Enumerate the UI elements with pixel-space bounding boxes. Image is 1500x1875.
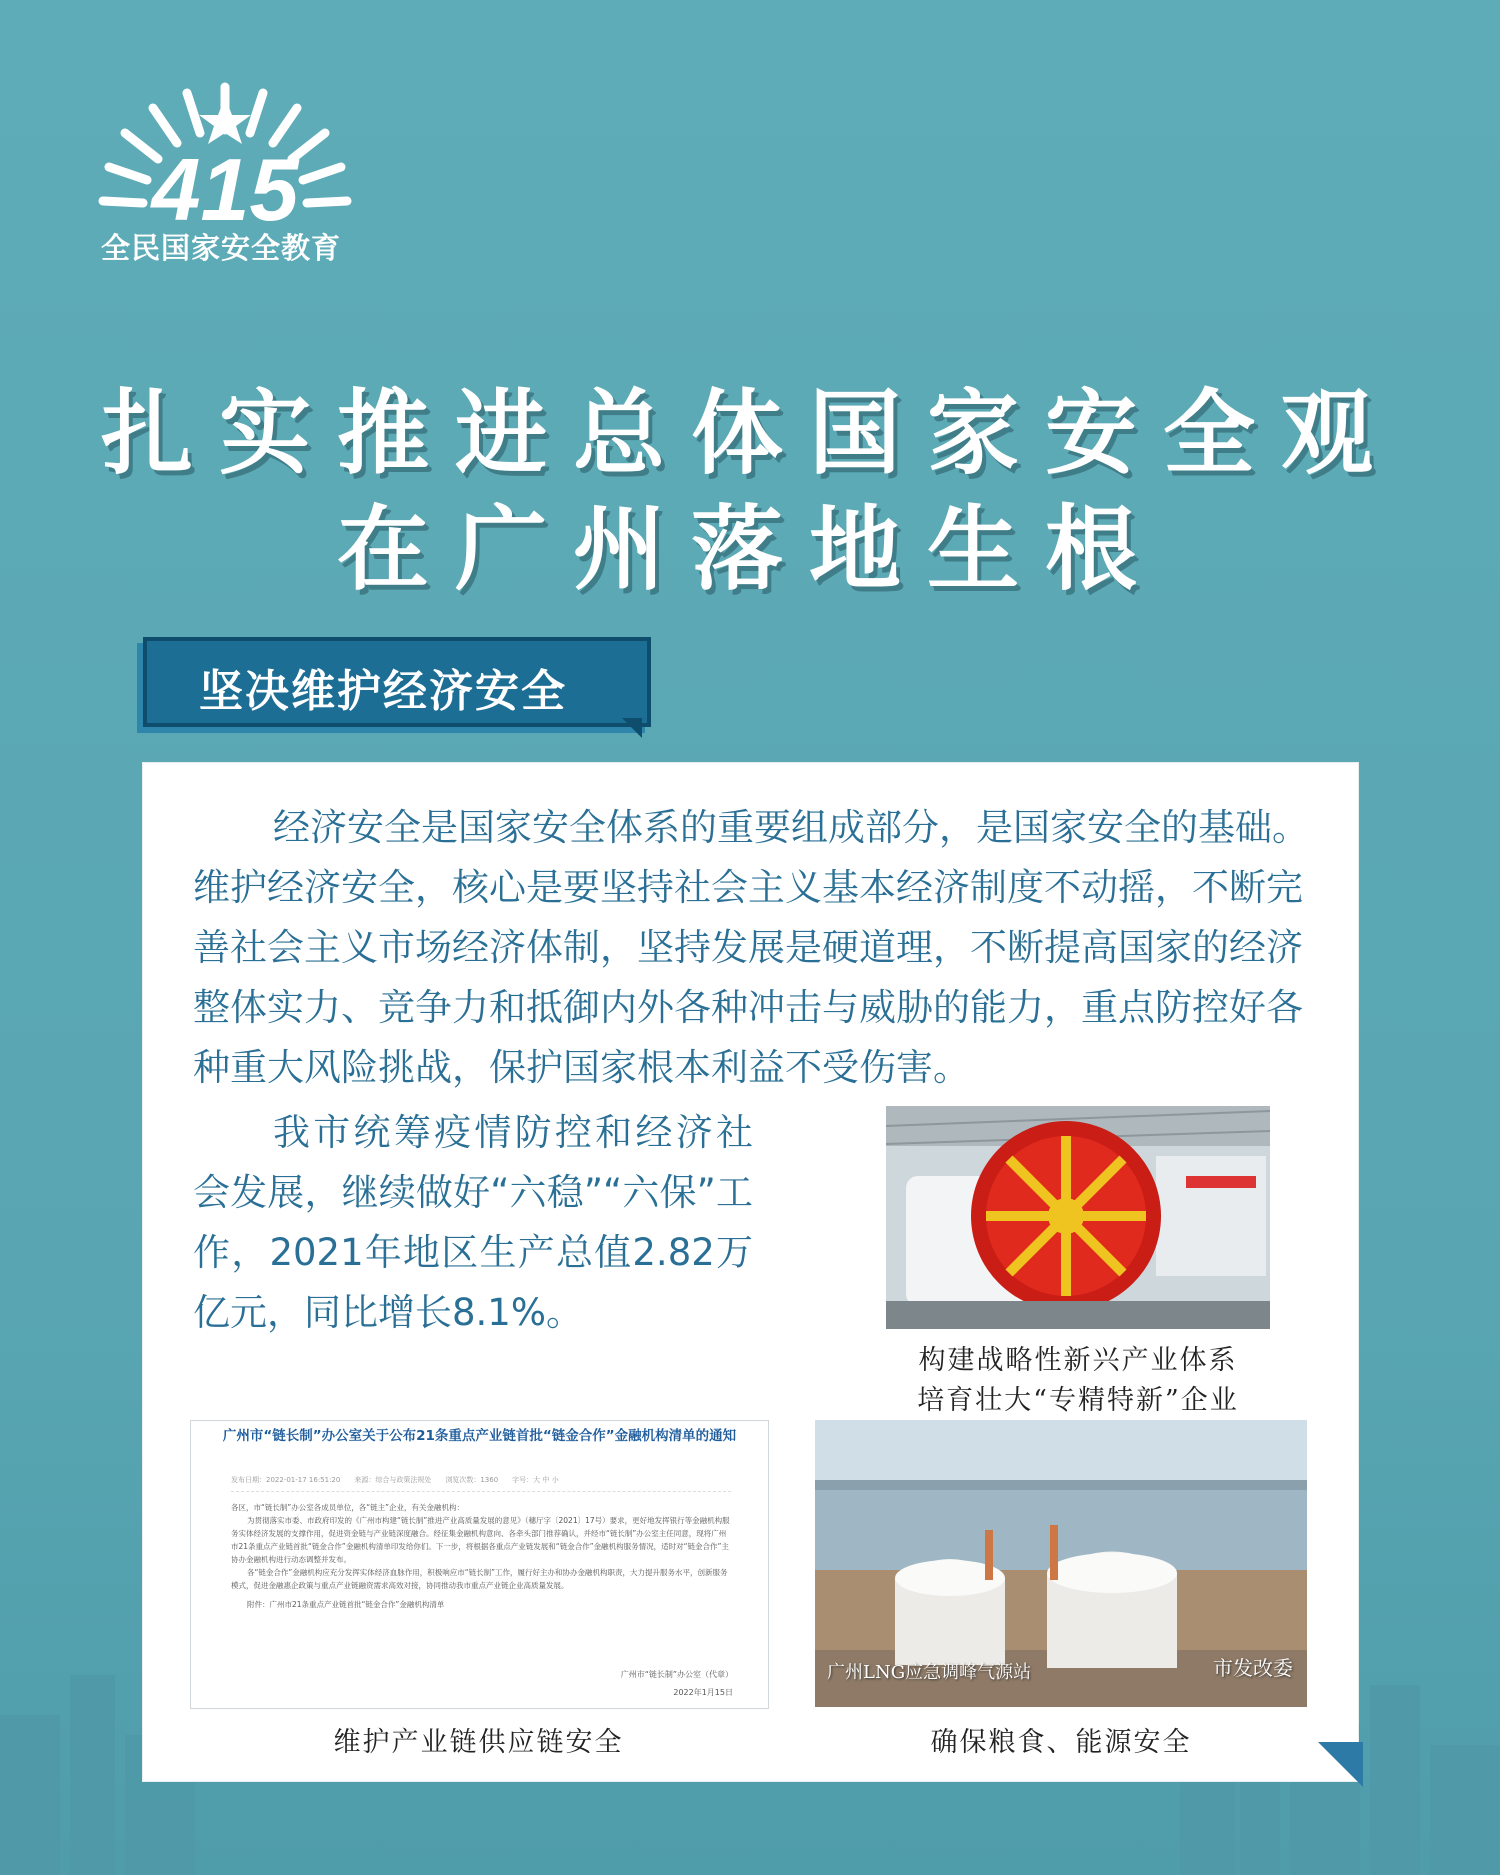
doc-body <box>231 1501 731 1611</box>
card-corner-decoration <box>1318 1742 1363 1787</box>
tbm-caption <box>886 1341 1270 1421</box>
logo-caption: 全民国家安全教育 <box>100 231 341 265</box>
doc-meta: 发布日期：2022-01-17 16:51:20 来源：综合与政策法规处 浏览次数：1360 字号：大 中 小 <box>231 1475 731 1492</box>
lng-station-photo <box>815 1420 1307 1707</box>
paragraph-gdp: 我市统筹疫情防控和经济社会发展，继续做好“六稳”“六保”工作，2021年地区生产总值2.82万亿元，同比增长8.1%。 <box>193 1111 753 1334</box>
doc-signature <box>621 1666 733 1702</box>
tbm-photo <box>886 1106 1270 1329</box>
doc-body-paragraph1: 为贯彻落实市委、市政府印发的《广州市构建“链长制”推进产业高质量发展的意见》（穗厅字〔2021〕17号）要求，更好地发挥银行等金融机构服务实体经济发展的支撑作用，促进资金链与产业链深度融合。经征集金融机构意向、各牵头部门推荐确认，并经市“链长制”办公室主任同意，现将广州市21条重点产业链首批“链金合作”金融机构清单印发给你们。下一步，将根据各重点产业链发展和“链金合作”金融机构服务情况，适时对“链金合作”主协办金融机构进行动态调整并发布。 <box>231 1516 730 1564</box>
tab-fold-decoration <box>622 718 642 738</box>
doc-salutation: 各区，市“链长制”办公室各成员单位，各“链主”企业，有关金融机构： <box>231 1503 465 1512</box>
doc-title: 广州市“链长制”办公室关于公布21条重点产业链首批“链金合作”金融机构清单的通知 <box>222 1428 737 1444</box>
doc-signer: 广州市“链长制”办公室（代章） <box>620 1670 733 1679</box>
lng-overlay-source: 市发改委 <box>1213 1656 1293 1680</box>
section-heading: 坚决维护经济安全 <box>199 666 567 717</box>
tbm-caption-line2: 培育壮大“专精特新”企业 <box>917 1385 1239 1416</box>
doc-body-paragraph2: 各“链金合作”金融机构应充分发挥实体经济血脉作用，积极响应市“链长制”工作，履行好主办和协办金融机构职责，大力提升服务水平，创新服务模式，促进金融惠企政策与重点产业链融资需求高效对接，协同推动我市重点产业链企业高质量发展。 <box>231 1568 728 1590</box>
lng-caption: 确保粮食、能源安全 <box>930 1727 1192 1758</box>
document-caption: 维护产业链供应链安全 <box>333 1727 624 1758</box>
page-title-line1: 扎实推进总体国家安全观 <box>100 380 1399 487</box>
doc-date: 2022年1月15日 <box>673 1688 733 1697</box>
tbm-caption-line1: 构建战略性新兴产业体系 <box>918 1345 1238 1376</box>
logo-number: 415 <box>151 140 299 239</box>
paragraph-economic-security: 经济安全是国家安全体系的重要组成部分，是国家安全的基础。维护经济安全，核心是要坚持社会主义基本经济制度不动摇，不断完善社会主义市场经济体制，坚持发展是硬道理，不断提高国家的经济整体实力、竞争力和抵御内外各种冲击与威胁的能力，重点防控好各种重大风险挑战，保护国家根本利益不受伤害。 <box>193 806 1309 1089</box>
notice-document-image <box>190 1420 769 1709</box>
page-title-line2: 在广州落地生根 <box>336 496 1163 603</box>
section-heading-tab <box>143 637 651 727</box>
content-card <box>143 763 1358 1781</box>
lng-overlay-location: 广州LNG应急调峰气源站 <box>827 1662 1032 1683</box>
doc-attachment: 附件：广州市21条重点产业链首批“链金合作”金融机构清单 <box>247 1600 445 1609</box>
